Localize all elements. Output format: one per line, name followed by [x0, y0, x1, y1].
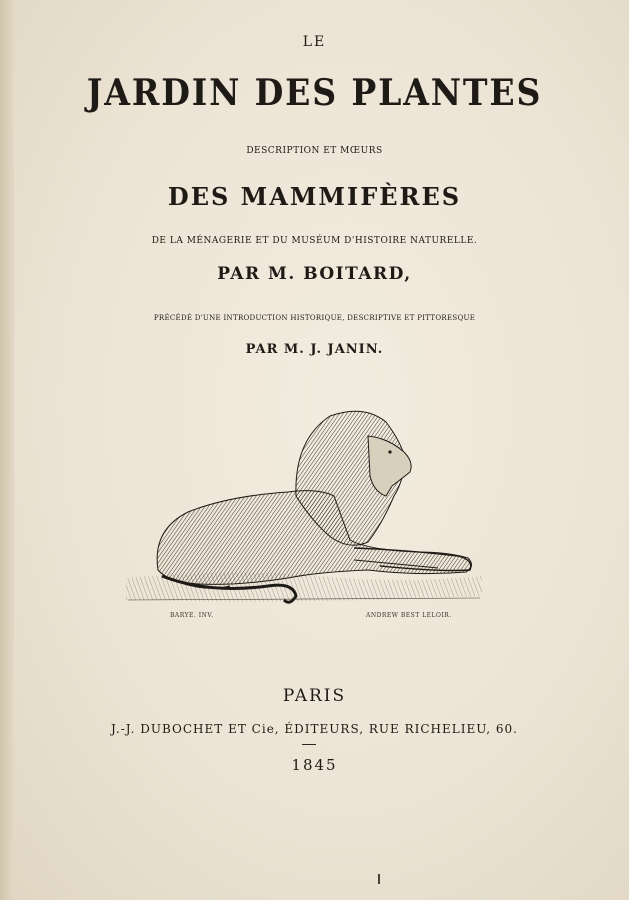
author-line: PAR M. BOITARD,: [217, 264, 412, 284]
intro-author-line: PAR M. J. JANIN.: [245, 342, 384, 357]
credit-right: ANDREW BEST LELOIR.: [366, 612, 452, 619]
year-line: 1845: [291, 756, 338, 774]
publisher-line: J.-J. DUBOCHET ET Cie, ÉDITEURS, RUE RICHELIEU, 60.: [111, 722, 518, 736]
paper-mark: [378, 874, 380, 884]
description-line: DESCRIPTION ET MŒURS: [246, 146, 383, 156]
credit-left: BARYE. INV.: [170, 612, 214, 619]
subtitle-mammiferes: DES MAMMIFÈRES: [167, 182, 462, 211]
menagerie-line: DE LA MÉNAGERIE ET DU MUSÉUM D'HISTOIRE NATURELLE.: [151, 236, 478, 246]
city-line: PARIS: [282, 686, 347, 706]
main-title: JARDIN DES PLANTES: [86, 72, 543, 114]
lion-engraving: [118, 400, 490, 614]
article-le: LE: [302, 34, 327, 50]
short-rule: [302, 744, 316, 745]
preceded-line: PRÉCÉDÉ D'UNE INTRODUCTION HISTORIQUE, DESCRIPTIVE ET PITTORESQUE: [153, 314, 476, 322]
